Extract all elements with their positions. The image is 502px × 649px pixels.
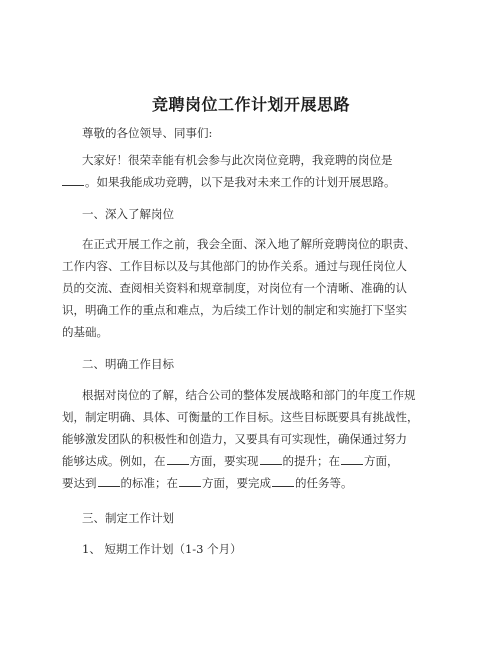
fill-text: 方面， [364,454,399,468]
intro-line-2 [62,171,452,193]
section-2-line-4-start: 能够达成。例如，在 [62,454,166,468]
section-1-line: 工作内容、工作目标以及与其他部门的协作关系。通过与现任岗位人 [62,259,407,273]
fill-text: 方面，要完成 [202,476,271,490]
intro-line-2-text: 。如果我能成功竞聘，以下是我对未来工作的计划开展思路。 [85,175,396,189]
section-1-line: 员的交流、查阅相关资料和规章制度，对岗位有一个清晰、准确的认 [62,281,407,295]
fill-text: 的任务等。 [295,476,353,490]
section-2-line: 划，制定明确、具体、可衡量的工作目标。这些目标既要具有挑战性， [62,410,419,424]
blank-underline [179,474,201,487]
section-2-line-5 [62,472,452,494]
greeting-line: 尊敬的各位领导、同事们: [82,126,213,140]
intro-line-1: 大家好！很荣幸能有机会参与此次岗位竞聘，我竞聘的岗位是 [82,153,393,167]
intro-paragraph [62,149,452,193]
section-1-heading: 一、深入了解岗位 [82,207,174,221]
blank-underline [167,452,189,465]
section-1-line: 的基础。 [62,325,108,339]
section-2-heading: 二、明确工作目标 [82,357,174,371]
section-2-line-4 [62,450,452,472]
blank-underline [62,173,84,186]
section-1-line: 识，明确工作的重点和难点，为后续工作计划的制定和实施打下坚实 [62,303,407,317]
fill-text: 的提升；在 [282,454,340,468]
section-2-heading-block [62,353,452,375]
section-1-body [62,233,452,343]
section-3-subheading: 1、 短期工作计划（1-3 个月） [82,542,242,556]
fill-text: 方面，要实现 [189,454,259,468]
document-title: 竞聘岗位工作计划开展思路 [151,95,350,114]
fill-text: 要达到 [62,476,97,490]
section-1-heading-block [62,203,452,225]
blank-underline [260,452,282,465]
blank-underline [341,452,363,465]
section-3-heading-block [62,507,452,529]
fill-text: 的标准；在 [120,476,178,490]
section-2-line: 根据对岗位的了解，结合公司的整体发展战略和部门的年度工作规 [82,388,416,402]
section-1-line: 在正式开展工作之前，我会全面、深入地了解所竞聘岗位的职责、 [82,237,416,251]
section-2-line: 能够激发团队的积极性和创造力，又要具有可实现性，确保通过努力 [62,432,407,446]
blank-underline [272,474,294,487]
section-3-heading: 三、制定工作计划 [82,511,174,525]
section-2-body [62,384,452,494]
section-3-sub-block [62,538,452,560]
blank-underline [98,474,120,487]
greeting [62,122,452,144]
